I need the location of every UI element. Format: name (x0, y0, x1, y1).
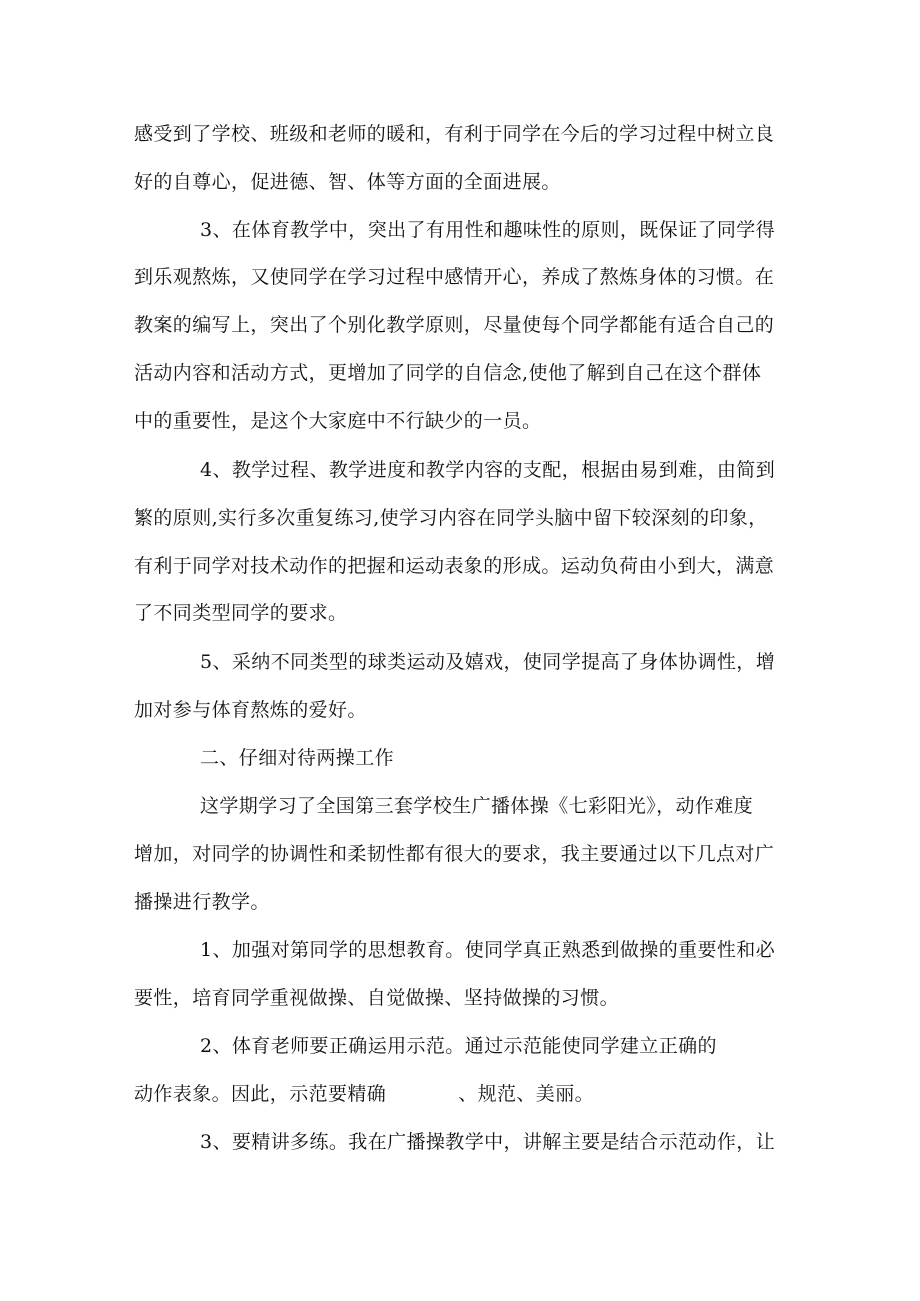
text-line: 5、采纳不同类型的球类运动及嬉戏，使同学提高了身体协调性，增 (200, 651, 776, 673)
text-line: 3、在体育教学中，突出了有用性和趣味性的原则，既保证了同学得 (200, 219, 776, 241)
text-line: 1、加强对第同学的思想教育。使同学真正熟悉到做操的重要性和必 (200, 939, 776, 961)
text-line: 到乐观熬炼，又使同学在学习过程中感情开心，养成了熬炼身体的习惯。在 (134, 266, 775, 288)
text-line: 感受到了学校、班级和老师的暖和，有利于同学在今后的学习过程中树立良 (134, 123, 775, 145)
text-line: 活动内容和活动方式，更增加了同学的自信念,使他了解到自己在这个群体 (134, 362, 762, 384)
text-line: 要性，培育同学重视做操、自觉做操、坚持做操的习惯。 (134, 987, 620, 1009)
text-line: 3、要精讲多练。我在广播操教学中，讲解主要是结合示范动作，让 (200, 1131, 776, 1153)
text-line: 了不同类型同学的要求。 (134, 602, 348, 624)
text-line: 好的自尊心，促进德、智、体等方面的全面进展。 (134, 171, 561, 193)
text-line: 有利于同学对技术动作的把握和运动表象的形成。运动负荷由小到大，满意 (134, 555, 775, 577)
text-line: 增加，对同学的协调性和柔韧性都有很大的要求，我主要通过以下几点对广 (134, 843, 775, 865)
text-line: 加对参与体育熬炼的爱好。 (134, 699, 367, 721)
text-fragment: 、规范、美丽。 (458, 1083, 595, 1105)
text-line: 教案的编写上，突出了个别化教学原则，尽量使每个同学都能有适合自己的 (134, 314, 775, 336)
text-fragment: 动作表象。因此，示范要精确 (134, 1083, 387, 1105)
text-line: 这学期学习了全国第三套学校生广播体操《七彩阳光》，动作难度 (200, 795, 754, 817)
text-line: 繁的原则,实行多次重复练习,使学习内容在同学头脑中留下较深刻的印象， (134, 507, 768, 529)
text-line: 中的重要性，是这个大家庭中不行缺少的一员。 (134, 410, 542, 432)
text-line: 2、体育老师要正确运用示范。通过示范能使同学建立正确的 (200, 1035, 717, 1057)
text-line: 播操进行教学。 (134, 891, 270, 913)
text-line: 4、教学过程、教学进度和教学内容的支配，根据由易到难，由简到 (200, 459, 776, 481)
text-line (134, 1081, 794, 1107)
section-heading: 二、仔细对待两操工作 (200, 747, 395, 769)
